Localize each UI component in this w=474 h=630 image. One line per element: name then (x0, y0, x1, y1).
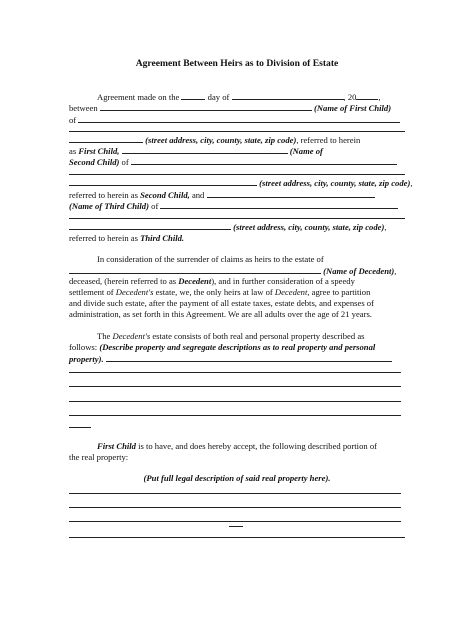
blank-property[interactable] (106, 353, 392, 362)
blank-line[interactable] (69, 174, 405, 175)
blank-line[interactable] (69, 537, 405, 538)
text: estate consists of both real and personal property described as (152, 331, 365, 341)
text: of (151, 201, 159, 211)
blank-first-child-of[interactable] (78, 114, 400, 123)
label-decedent: Decedent (274, 287, 308, 297)
blank-second-child-name[interactable] (122, 145, 288, 154)
blank-line-short[interactable] (229, 526, 243, 527)
label-decedents: Decedent's (115, 287, 154, 297)
label-decedents: Decedent's (112, 331, 151, 341)
label-name-of: (Name of (289, 146, 323, 156)
label-decedent-name: (Name of Decedent) (323, 266, 395, 276)
p1-line-3 (69, 114, 400, 126)
p1-line-7 (69, 156, 397, 168)
document-title: Agreement Between Heirs as to Division of Estate (135, 58, 339, 69)
label-third-child: (Name of Third Child) (69, 201, 149, 211)
blank-decedent-name[interactable] (69, 265, 321, 274)
blank-address-2[interactable] (69, 177, 257, 186)
label-second-child-def: Second Child, (140, 190, 190, 200)
text: of (121, 157, 129, 167)
p3-line-3 (69, 353, 392, 365)
p1-line-9: (street address, city, county, state, zip code), (69, 177, 412, 189)
label-describe-property: (Describe property and segregate descriptions as to real property and personal (99, 342, 376, 352)
text: estate, we, the only heirs at law of (155, 287, 273, 297)
p1-line-2 (69, 102, 391, 114)
blank-line[interactable] (69, 521, 401, 522)
p2-line-5: and divide such estate, after the payment of all estate taxes, estate debts, and expenses of (69, 298, 374, 308)
label-address: (street address, city, county, state, zip code) (233, 222, 385, 232)
blank-first-child-name[interactable] (100, 102, 312, 111)
label-instruction: (Put full legal description of said real property here). (143, 473, 331, 483)
label-decedent: Decedent (178, 276, 212, 286)
text: , (378, 92, 381, 102)
label-first-child-def: First Child, (78, 146, 120, 156)
text: referred to herein as (69, 233, 138, 243)
blank-address[interactable] (69, 134, 143, 143)
p1-line-14 (69, 233, 184, 244)
p2-line-2: (Name of Decedent), (69, 265, 396, 277)
p1-line-13: (street address, city, county, state, zip code), (69, 221, 386, 233)
p2-line-4 (69, 287, 370, 298)
text: referred to herein as (69, 190, 138, 200)
text: , 20 (343, 92, 357, 102)
blank-line[interactable] (69, 415, 401, 416)
text: The (97, 331, 111, 341)
p1-line-11 (69, 200, 398, 212)
text: follows: (69, 342, 98, 352)
text: ), and in further consideration of a speedy (211, 276, 355, 286)
blank-line-short[interactable] (69, 427, 91, 428)
text: between (69, 103, 98, 113)
text: settlement of (69, 287, 114, 297)
blank-line[interactable] (69, 493, 401, 494)
label-third-child-def: Third Child. (140, 233, 185, 243)
real-property-instruction (0, 473, 474, 484)
text: is to have, and does hereby accept, the following described portion of (138, 441, 377, 451)
text: , referred to herein (296, 135, 361, 145)
blank-line[interactable] (69, 372, 401, 373)
text: , agree to partition (307, 287, 371, 297)
blank-second-child-of[interactable] (131, 156, 397, 165)
blank-third-child-name[interactable] (207, 189, 375, 198)
p4-line-1 (97, 441, 377, 452)
blank-line[interactable] (69, 507, 401, 508)
text: of (69, 115, 77, 125)
text: Agreement made on the (97, 92, 180, 102)
blank-line[interactable] (69, 401, 401, 402)
text: deceased, (herein referred to as (69, 276, 177, 286)
p3-line-2 (69, 342, 375, 353)
label-address: (street address, city, county, state, zip code) (145, 135, 297, 145)
label-first-child: First Child (97, 441, 136, 451)
p2-line-3 (69, 276, 355, 287)
label-address: (street address, city, county, state, zip code) (259, 178, 411, 188)
blank-line[interactable] (69, 218, 405, 219)
blank-month[interactable] (232, 91, 344, 100)
text: day of (207, 92, 230, 102)
blank-year[interactable] (356, 91, 381, 102)
p2-line-6: administration, as set forth in this Agreement. We are all adults over the age of 21 years. (69, 309, 372, 319)
blank-third-child-of[interactable] (160, 200, 398, 209)
blank-line[interactable] (69, 386, 401, 387)
blank-address-3[interactable] (69, 221, 231, 230)
p3-line-1 (97, 331, 364, 342)
blank-day[interactable] (181, 91, 205, 100)
text: and (191, 190, 205, 200)
label-first-child: (Name of First Child) (313, 103, 392, 113)
label-second-child: Second Child) (69, 157, 120, 167)
p2-line-1: In consideration of the surrender of claims as heirs to the estate of (97, 254, 324, 264)
label-property: property). (69, 354, 104, 364)
p4-line-2: the real property: (69, 452, 129, 462)
blank-line[interactable] (69, 131, 405, 132)
text: as (69, 146, 77, 156)
